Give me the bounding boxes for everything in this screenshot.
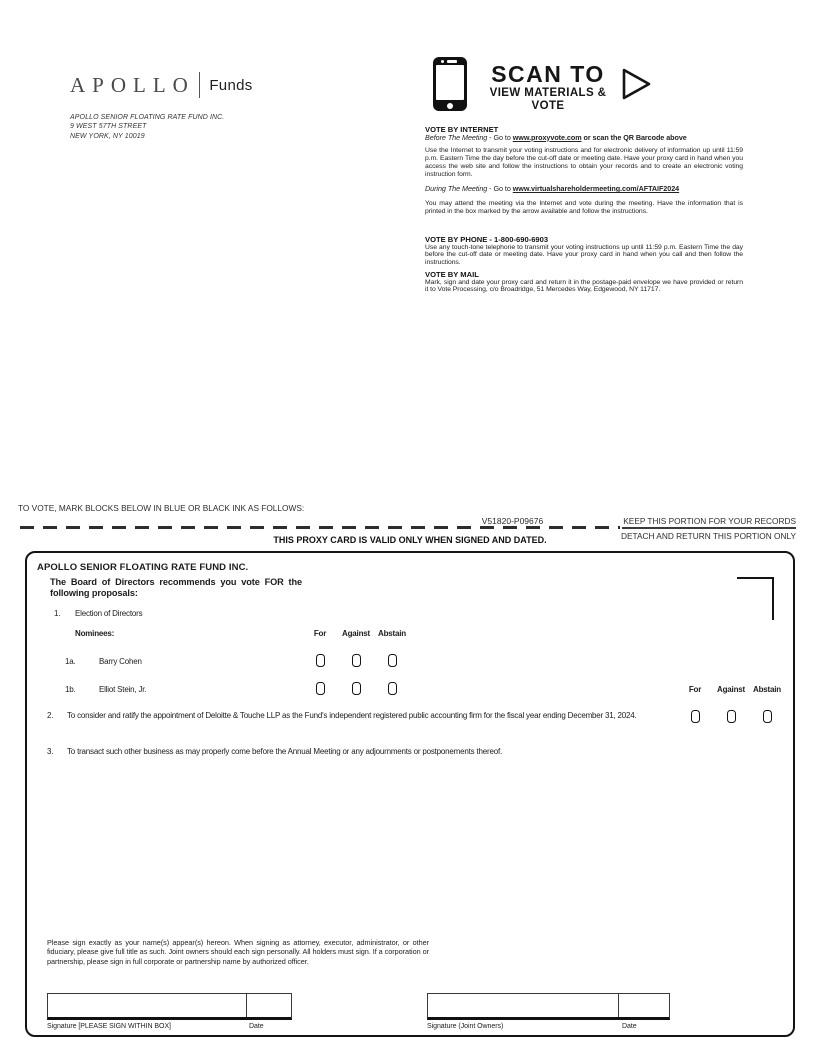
column-for: For	[688, 685, 702, 694]
smartphone-icon	[433, 57, 467, 111]
primary-date-field[interactable]	[246, 994, 291, 1017]
vote-row-proposal2	[677, 710, 785, 723]
during-meeting-label: During The Meeting	[425, 184, 488, 194]
checkbox-1b-abstain[interactable]	[388, 682, 397, 695]
marking-instruction: TO VOTE, MARK BLOCKS BELOW IN BLUE OR BLACK INK AS FOLLOWS:	[18, 503, 305, 513]
vote-columns-header-left	[302, 629, 410, 638]
internet-during-body: You may attend the meeting via the Internet and vote during the meeting. Have the information that is printed in the box marked by the arrow available and follow the instructions.	[425, 199, 743, 215]
arrow-triangle-icon	[622, 68, 652, 100]
column-against: Against	[717, 685, 745, 694]
corner-registration-mark	[737, 577, 774, 620]
vote-by-internet-heading: VOTE BY INTERNET	[425, 125, 499, 134]
checkbox-1a-abstain[interactable]	[388, 654, 397, 667]
proposal2-number: 2.	[47, 711, 54, 720]
checkbox-2-for[interactable]	[691, 710, 700, 723]
checkbox-1a-against[interactable]	[352, 654, 361, 667]
before-meeting-label: Before The Meeting	[425, 132, 488, 142]
before-meeting-line: Before The Meeting - Go to www.proxyvote.com or scan the QR Barcode above	[425, 132, 687, 142]
checkbox-1b-for[interactable]	[316, 682, 325, 695]
phone-body: Use any touch-tone telephone to transmit your voting instructions up until 11:59 p.m. Eastern Time the day before the cut-off date or meeting date. Have your proxy card in hand when you call and then follow the instructions.	[425, 243, 743, 267]
mail-body: Mark, sign and date your proxy card and return it in the postage-paid envelope we have provided or return it to Vote Processing, c/o Broadridge, 51 Mercedes Way, Edgewood, NY 11717.	[425, 278, 743, 294]
logo-division-text: Funds	[209, 76, 253, 94]
column-abstain: Abstain	[753, 685, 781, 694]
ballot-fund-name: APOLLO SENIOR FLOATING RATE FUND INC.	[37, 562, 249, 573]
proposal3-text: To transact such other business as may properly come before the Annual Meeting or any adjournments or postponements thereof.	[67, 747, 503, 756]
joint-signature-field[interactable]	[428, 994, 618, 1017]
joint-date-field[interactable]	[618, 994, 669, 1017]
perforation-dashed-line	[20, 526, 620, 529]
vote-row-1a	[302, 654, 410, 667]
column-abstain: Abstain	[378, 629, 406, 638]
nominee-1a-name: Barry Cohen	[99, 657, 142, 666]
vote-columns-header-right	[677, 685, 785, 694]
scan-to-banner	[477, 62, 619, 113]
proxyvote-url-link[interactable]: www.proxyvote.com	[512, 132, 582, 142]
joint-signature-label: Signature (Joint Owners)	[427, 1023, 504, 1030]
fund-mailing-address	[70, 113, 224, 141]
joint-signature-box	[427, 993, 670, 1020]
board-recommendation: The Board of Directors recommends you vote FOR the following proposals:	[50, 577, 302, 598]
keep-portion-note: KEEP THIS PORTION FOR YOUR RECORDS	[623, 516, 796, 526]
valid-when-signed-note: THIS PROXY CARD IS VALID ONLY WHEN SIGNED AND DATED.	[273, 535, 547, 545]
ballot-card	[25, 551, 795, 1037]
apollo-funds-logo	[70, 72, 253, 98]
vote-by-phone-heading: VOTE BY PHONE - 1-800-690-6903	[425, 235, 549, 244]
address-line: 9 WEST 57TH STREET	[70, 123, 147, 131]
proposal1-text: Election of Directors	[75, 609, 143, 618]
before-meeting-suffix: or scan the QR Barcode above	[581, 132, 687, 142]
control-number: V51820-P09676	[481, 516, 544, 526]
joint-date-label: Date	[622, 1023, 637, 1030]
scan-to-title: SCAN TO	[491, 61, 605, 87]
internet-before-body: Use the Internet to transmit your voting instructions and for electronic delivery of information up until 11:59 p.m. Eastern Time the day before the cut-off date or meeting date. Have your proxy card in hand when you access the web site and follow the instructions to obtain your records and to create an electronic voting instruction form.	[425, 147, 743, 178]
vote-by-mail-heading: VOTE BY MAIL	[425, 270, 479, 279]
checkbox-2-abstain[interactable]	[763, 710, 772, 723]
vote-by-internet-section	[425, 126, 743, 215]
column-for: For	[313, 629, 327, 638]
nominee-1b-name: Elliot Stein, Jr.	[99, 685, 147, 694]
nominee-1b-number: 1b.	[65, 685, 76, 694]
checkbox-1b-against[interactable]	[352, 682, 361, 695]
primary-signature-label: Signature [PLEASE SIGN WITHIN BOX]	[47, 1023, 171, 1030]
logo-divider	[199, 72, 201, 98]
proposal1-number: 1.	[54, 609, 61, 618]
checkbox-2-against[interactable]	[727, 710, 736, 723]
keep-portion-rule	[622, 527, 796, 529]
during-meeting-line: During The Meeting - Go to www.virtualshareholdermeeting.com/AFTAIF2024	[425, 184, 680, 194]
proposal2-text: To consider and ratify the appointment of Deloitte & Touche LLP as the Fund's independent registered public accounting firm for the fiscal year ending December 31, 2024.	[67, 711, 637, 720]
primary-signature-field[interactable]	[48, 994, 246, 1017]
nominees-label: Nominees:	[75, 629, 115, 638]
logo-brand-text: APOLLO	[70, 72, 195, 97]
vote-row-1b	[302, 682, 410, 695]
address-line: APOLLO SENIOR FLOATING RATE FUND INC.	[70, 114, 225, 121]
signature-instructions: Please sign exactly as your name(s) appear(s) hereon. When signing as attorney, executor, administrator, or other fiduciary, please give full title as such. Joint owners should each sign personally. All holders must sign. If a corporation or partnership, please sign in full corporate or partnership name by authorized officer.	[47, 938, 429, 966]
column-against: Against	[342, 629, 370, 638]
primary-signature-box	[47, 993, 292, 1020]
checkbox-1a-for[interactable]	[316, 654, 325, 667]
virtual-meeting-url-link[interactable]: www.virtualshareholdermeeting.com/AFTAIF2024	[512, 184, 680, 194]
address-line: NEW YORK, NY 10019	[70, 132, 145, 140]
vote-by-mail-section	[425, 271, 743, 294]
nominee-1a-number: 1a.	[65, 657, 76, 666]
vote-by-phone-section	[425, 236, 743, 267]
detach-portion-note: DETACH AND RETURN THIS PORTION ONLY	[620, 531, 796, 541]
primary-date-label: Date	[249, 1023, 264, 1030]
proposal3-number: 3.	[47, 747, 54, 756]
scan-to-subtitle: VIEW MATERIALS & VOTE	[489, 87, 607, 112]
